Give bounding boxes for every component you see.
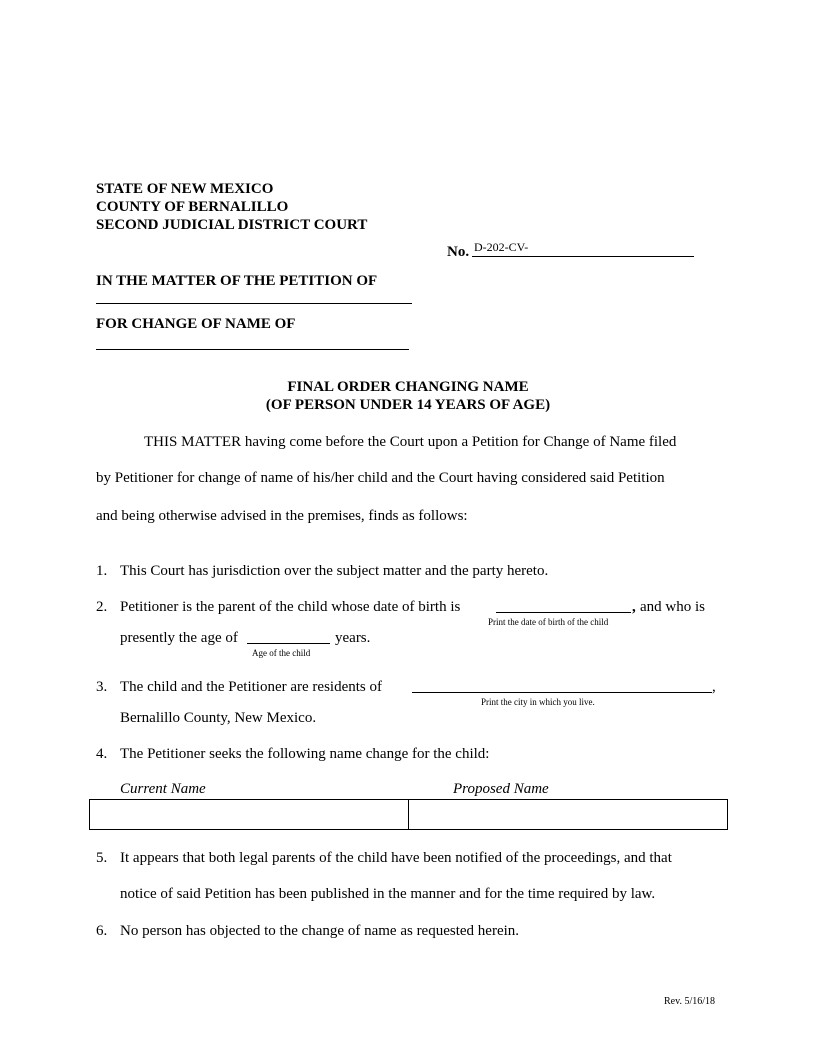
caption-change-of-name-of: FOR CHANGE OF NAME OF — [96, 316, 296, 332]
finding-1-text: This Court has jurisdiction over the subject matter and the party hereto. — [120, 563, 549, 579]
finding-5-line1: It appears that both legal parents of the child have been notified of the proceedings, and that — [120, 850, 672, 866]
revision-date: Rev. 5/16/18 — [664, 996, 716, 1007]
finding-6-number: 6. — [96, 923, 108, 939]
finding-2-comma: , — [632, 599, 636, 615]
document-title-line2: (OF PERSON UNDER 14 YEARS OF AGE) — [265, 397, 551, 413]
current-name-label: Current Name — [120, 781, 206, 797]
finding-2-text-d: years. — [335, 630, 371, 646]
child-date-of-birth-field[interactable] — [496, 612, 631, 613]
intro-line3: and being otherwise advised in the premises, finds as follows: — [96, 508, 468, 524]
caption-petition-of: IN THE MATTER OF THE PETITION OF — [96, 273, 378, 289]
name-change-table — [89, 799, 728, 830]
finding-2-text-c: presently the age of — [120, 630, 238, 646]
child-age-field[interactable] — [247, 643, 330, 644]
finding-3-text-a: The child and the Petitioner are residents of — [120, 679, 382, 695]
case-number-field[interactable] — [472, 256, 694, 257]
finding-2-text-a: Petitioner is the parent of the child whose date of birth is — [120, 599, 461, 615]
finding-4-number: 4. — [96, 746, 108, 762]
intro-line2: by Petitioner for change of name of his/her child and the Court having considered said Petition — [96, 470, 665, 486]
finding-3-comma: , — [712, 679, 716, 695]
finding-6-text: No person has objected to the change of name as requested herein. — [120, 923, 520, 939]
proposed-name-label: Proposed Name — [453, 781, 549, 797]
proposed-name-cell[interactable] — [409, 800, 728, 830]
finding-5-line2: notice of said Petition has been published in the manner and for the time required by law. — [120, 886, 656, 902]
case-number-label: No. — [447, 244, 470, 260]
finding-5-number: 5. — [96, 850, 108, 866]
court-header — [96, 180, 367, 234]
finding-1-number: 1. — [96, 563, 108, 579]
finding-4-text: The Petitioner seeks the following name change for the child: — [120, 746, 490, 762]
hint-date-of-birth: Print the date of birth of the child — [488, 617, 609, 627]
current-name-cell[interactable] — [90, 800, 409, 830]
finding-2-text-b: and who is — [640, 599, 705, 615]
hint-city: Print the city in which you live. — [481, 697, 595, 707]
finding-2-number: 2. — [96, 599, 108, 615]
city-of-residence-field[interactable] — [412, 692, 712, 693]
finding-3-text-b: Bernalillo County, New Mexico. — [120, 710, 317, 726]
case-number-prefix: D-202-CV- — [474, 240, 529, 254]
name-change-row — [90, 800, 728, 830]
hint-age: Age of the child — [252, 648, 311, 658]
court-header-court: SECOND JUDICIAL DISTRICT COURT — [96, 217, 368, 233]
document-title-line1: FINAL ORDER CHANGING NAME — [287, 379, 529, 395]
petitioner-name-field[interactable] — [96, 303, 412, 304]
intro-line1: THIS MATTER having come before the Court upon a Petition for Change of Name filed — [144, 434, 677, 450]
finding-3-number: 3. — [96, 679, 108, 695]
court-header-county: COUNTY OF BERNALILLO — [96, 199, 289, 215]
child-name-field[interactable] — [96, 349, 409, 350]
court-header-state: STATE OF NEW MEXICO — [96, 181, 274, 197]
